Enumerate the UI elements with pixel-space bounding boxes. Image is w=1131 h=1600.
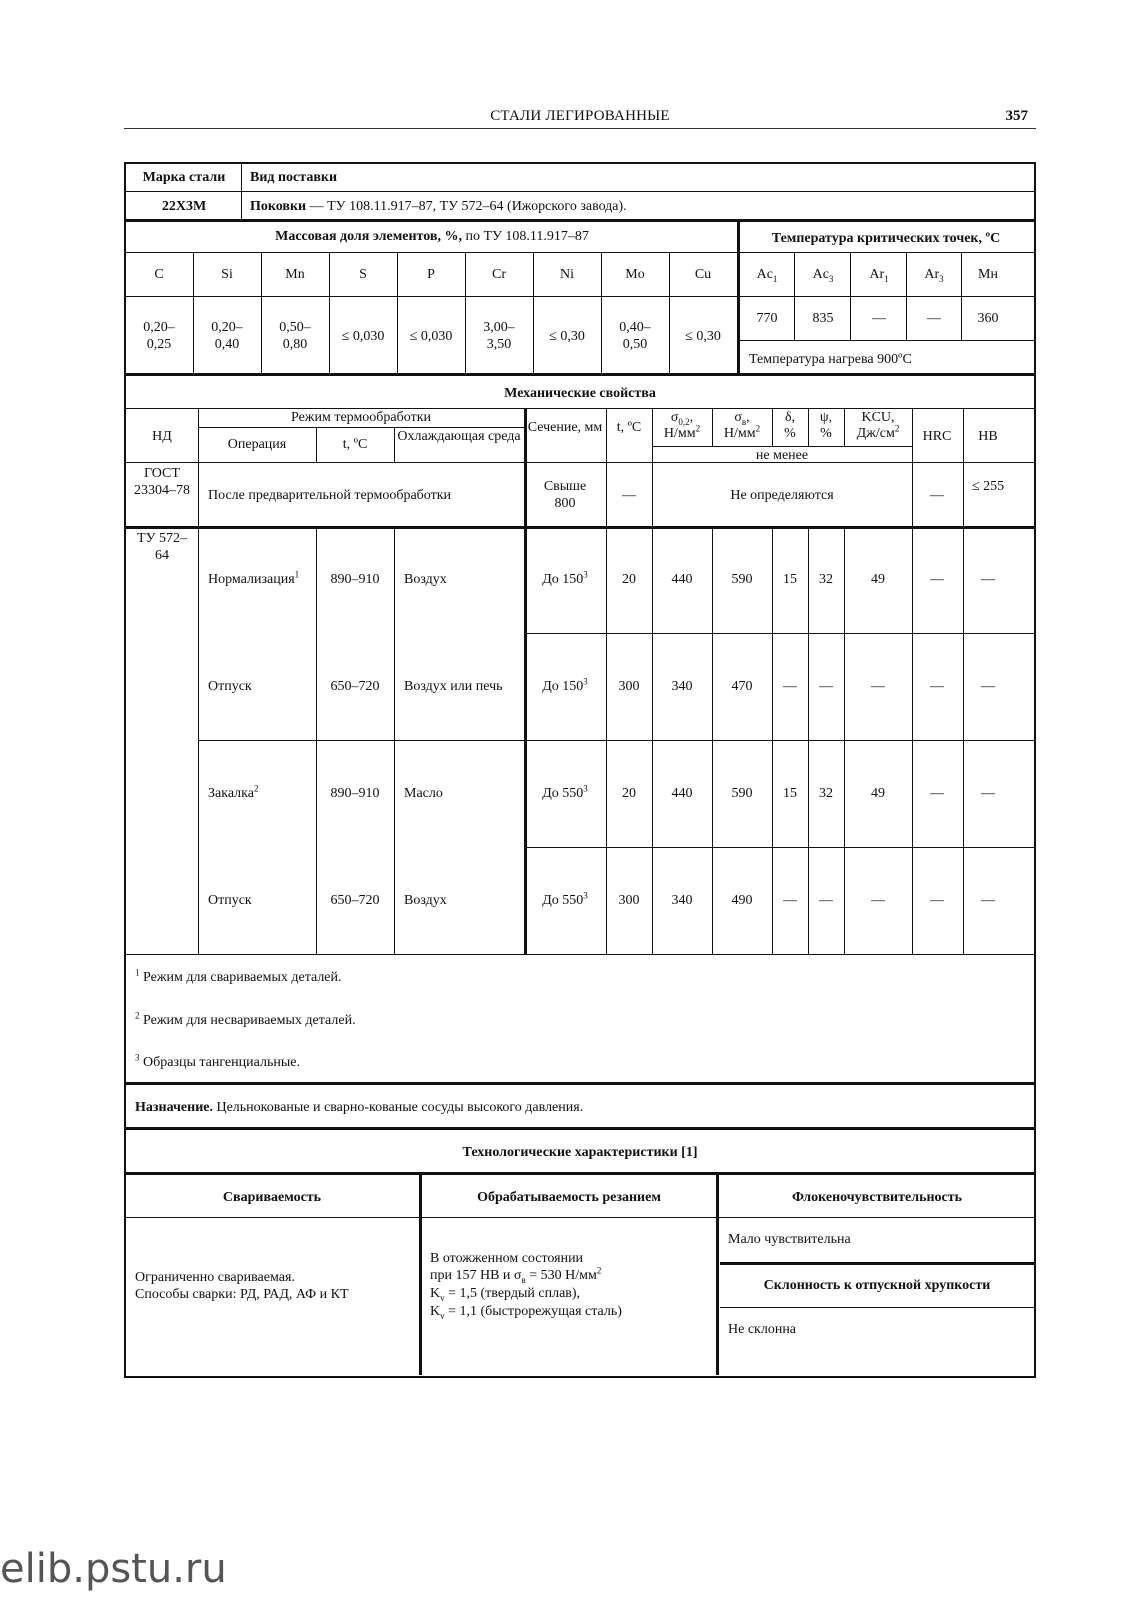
footnote-2 <box>135 1012 356 1029</box>
flake-value: Мало чувствительна <box>728 1232 851 1247</box>
footnote-mark: 3 <box>135 1052 140 1063</box>
element-header: P <box>427 267 435 282</box>
col-hrc: HRC <box>922 429 952 444</box>
row-section <box>542 889 588 909</box>
col-t: t, ºС <box>616 420 642 435</box>
critical-value: 360 <box>977 311 999 326</box>
element-header: Ni <box>560 267 574 282</box>
row-d: — <box>783 892 797 908</box>
row-hb: — <box>981 892 995 908</box>
temper-title: Склонность к отпускной хрупкости <box>763 1278 991 1293</box>
element-value: 0,50–0,80 <box>279 320 311 352</box>
element-value: 0,20–0,25 <box>143 320 175 352</box>
element-value: ≤ 0,030 <box>341 329 385 344</box>
footnote-text: Образцы тангенциальные. <box>139 1055 300 1070</box>
row-hb: — <box>981 785 995 801</box>
col-section: Сечение, мм <box>527 420 603 435</box>
row-psi: — <box>819 678 833 694</box>
row-section <box>542 675 588 695</box>
row-kcu: 49 <box>871 571 885 587</box>
critical-value: 835 <box>812 311 834 326</box>
row-temp: 650–720 <box>330 678 380 694</box>
row-d: 15 <box>783 571 797 587</box>
footnote-1 <box>135 969 342 986</box>
row-section-text: До 150 <box>542 571 584 587</box>
weld-title: Свариваемость <box>222 1190 322 1205</box>
purpose-text: Цельнокованые и сварно-кованые сосуды высокого давления. <box>212 1100 584 1115</box>
row-medium: Масло <box>404 785 443 801</box>
gost-operation: После предварительной термообработки <box>208 488 452 503</box>
row-section <box>542 782 588 802</box>
col-kcu: KCU, $Дж/см^2$ <box>856 410 900 441</box>
row-d: 15 <box>783 785 797 801</box>
col-delta: δ, % <box>784 410 796 441</box>
gost-section: Свыше 800 <box>543 479 587 511</box>
row-s02: 340 <box>671 892 693 908</box>
footnote-mark: 1 <box>135 967 140 978</box>
tu-nd: ТУ 572–64 <box>137 531 187 563</box>
steel-datasheet <box>124 162 1036 1378</box>
row-section-text: До 550 <box>542 892 584 908</box>
mech-title: Механические свойства <box>504 386 656 401</box>
col-hb: HB <box>978 429 998 444</box>
footnote-ref: 1 <box>294 568 300 579</box>
element-header: Cr <box>492 267 506 282</box>
footnote-3 <box>135 1054 300 1071</box>
grade-label: Марка стали <box>142 170 226 185</box>
row-operation-text: Закалка <box>208 785 254 801</box>
weld-line: Ограниченно свариваемая. <box>135 1270 295 1285</box>
row-psi: — <box>819 892 833 908</box>
row-operation <box>208 678 252 695</box>
critical-value: — <box>927 311 941 326</box>
col-medium: Охлаждающая среда <box>397 429 521 444</box>
footnote-mark: 2 <box>135 1010 140 1021</box>
row-temp: 890–910 <box>330 785 380 801</box>
footnote-text: Режим для свариваемых деталей. <box>139 970 342 985</box>
row-psi: 32 <box>819 571 833 587</box>
page-number: 357 <box>1005 108 1028 124</box>
machining-line: $K_v = 1,5$ (твердый сплав), <box>430 1286 581 1303</box>
gost-nd: ГОСТ 23304–78 <box>134 466 190 498</box>
row-temp: 650–720 <box>330 892 380 908</box>
supply-value <box>250 198 627 215</box>
element-header: S <box>359 267 367 282</box>
weld-line: Способы сварки: РД, РАД, АФ и КТ <box>135 1287 349 1302</box>
critical-value: — <box>872 311 886 326</box>
row-sb: 590 <box>731 571 753 587</box>
row-hrc: — <box>930 678 944 694</box>
flake-title: Флокеночувствительность <box>791 1190 963 1205</box>
col-regime: Режим термообработки <box>290 410 432 425</box>
row-t: 300 <box>618 678 640 694</box>
tech-title: Технологические характеристики [1] <box>462 1145 698 1160</box>
supply-bold: Поковки <box>250 199 307 214</box>
row-medium: Воздух <box>404 571 447 587</box>
gost-hb: ≤ 255 <box>971 479 1005 494</box>
element-header: C <box>154 267 164 282</box>
footnote-ref: 3 <box>583 889 588 900</box>
row-t: 20 <box>622 571 636 587</box>
footnote-text: Режим для несвариваемых деталей. <box>139 1013 356 1028</box>
row-section <box>542 568 588 588</box>
element-value: 0,40–0,50 <box>619 320 651 352</box>
element-header: Si <box>221 267 233 282</box>
row-hrc: — <box>930 785 944 801</box>
running-title: СТАЛИ ЛЕГИРОВАННЫЕ <box>490 108 670 124</box>
row-s02: 440 <box>671 571 693 587</box>
machining-line: при 157 НВ и $\sigma_в = 530$ $Н/мм^2$ <box>430 1265 602 1285</box>
element-header: Cu <box>694 267 712 282</box>
composition-title-rest: по ТУ 108.11.917–87 <box>461 229 589 244</box>
element-header: Mn <box>285 267 305 282</box>
supply-rest: — ТУ 108.11.917–87, ТУ 572–64 (Ижорского завода). <box>306 199 627 214</box>
machining-line: $K_v = 1,1$ (быстрорежущая сталь) <box>430 1304 622 1321</box>
element-value: 3,00–3,50 <box>483 320 515 352</box>
footnote-ref: 3 <box>583 568 588 579</box>
heating-temperature: Температура нагрева 900ºС <box>749 352 912 367</box>
row-sb: 470 <box>731 678 753 694</box>
purpose <box>135 1099 583 1116</box>
critical-point-ac1: $Ac_1$ <box>756 267 778 284</box>
critical-point-ar3: $Ar_3$ <box>924 267 944 284</box>
critical-point-ar1: $Ar_1$ <box>869 267 889 284</box>
row-hb: — <box>981 678 995 694</box>
grade-value: 22Х3М <box>161 199 207 214</box>
row-operation <box>208 568 300 588</box>
machining-title: Обрабатываемость резанием <box>477 1190 661 1205</box>
row-kcu: 49 <box>871 785 885 801</box>
page-header <box>124 106 1036 129</box>
row-section-text: До 550 <box>542 785 584 801</box>
footnote-ref: 2 <box>253 782 259 793</box>
gost-t: — <box>622 488 636 503</box>
row-operation-text: Отпуск <box>208 892 252 908</box>
footnote-ref: 3 <box>583 782 588 793</box>
gost-props: Не определяются <box>730 488 834 503</box>
critical-title: Температура критических точек, ºС <box>771 231 1001 246</box>
row-t: 20 <box>622 785 636 801</box>
row-operation <box>208 892 252 909</box>
col-sigmab: $\sigma_в$, $Н/мм^2$ <box>723 410 761 441</box>
row-hrc: — <box>930 892 944 908</box>
row-sb: 490 <box>731 892 753 908</box>
row-operation <box>208 782 259 802</box>
composition-title-bold: Массовая доля элементов, %, <box>275 229 462 244</box>
col-psi: ψ, % <box>819 410 833 441</box>
row-sb: 590 <box>731 785 753 801</box>
row-hrc: — <box>930 571 944 587</box>
row-temp: 890–910 <box>330 571 380 587</box>
row-medium: Воздух или печь <box>404 678 503 694</box>
row-d: — <box>783 678 797 694</box>
footnote-ref: 3 <box>583 675 588 686</box>
row-psi: 32 <box>819 785 833 801</box>
row-operation-text: Нормализация <box>208 571 295 587</box>
row-section-text: До 150 <box>542 678 584 694</box>
not-less-note: не менее <box>755 448 809 463</box>
row-s02: 440 <box>671 785 693 801</box>
element-header: Mo <box>625 267 645 282</box>
watermark: elib.pstu.ru <box>0 1546 227 1592</box>
row-t: 300 <box>618 892 640 908</box>
element-value: ≤ 0,030 <box>409 329 453 344</box>
row-medium: Воздух <box>404 892 447 908</box>
machining-line: В отожженном состоянии <box>430 1251 584 1266</box>
critical-value: 770 <box>756 311 778 326</box>
element-value: ≤ 0,30 <box>549 329 585 344</box>
col-sigma02: $\sigma_{0,2}$, $Н/мм^2$ <box>663 410 701 441</box>
row-s02: 340 <box>671 678 693 694</box>
row-operation-text: Отпуск <box>208 678 252 694</box>
col-temp: t, ºС <box>342 437 368 452</box>
row-kcu: — <box>871 892 885 908</box>
element-value: 0,20–0,40 <box>211 320 243 352</box>
supply-label: Вид поставки <box>250 170 338 185</box>
element-value: ≤ 0,30 <box>685 329 721 344</box>
temper-value: Не склонна <box>728 1322 797 1337</box>
purpose-label: Назначение. <box>135 1100 213 1115</box>
composition-title <box>275 228 589 245</box>
row-hb: — <box>981 571 995 587</box>
critical-point-ac3: $Ac_3$ <box>812 267 834 284</box>
col-operation: Операция <box>227 437 287 452</box>
critical-point-mn: Мн <box>978 267 998 282</box>
row-kcu: — <box>871 678 885 694</box>
col-nd: НД <box>152 429 172 444</box>
gost-hrc: — <box>930 488 944 503</box>
